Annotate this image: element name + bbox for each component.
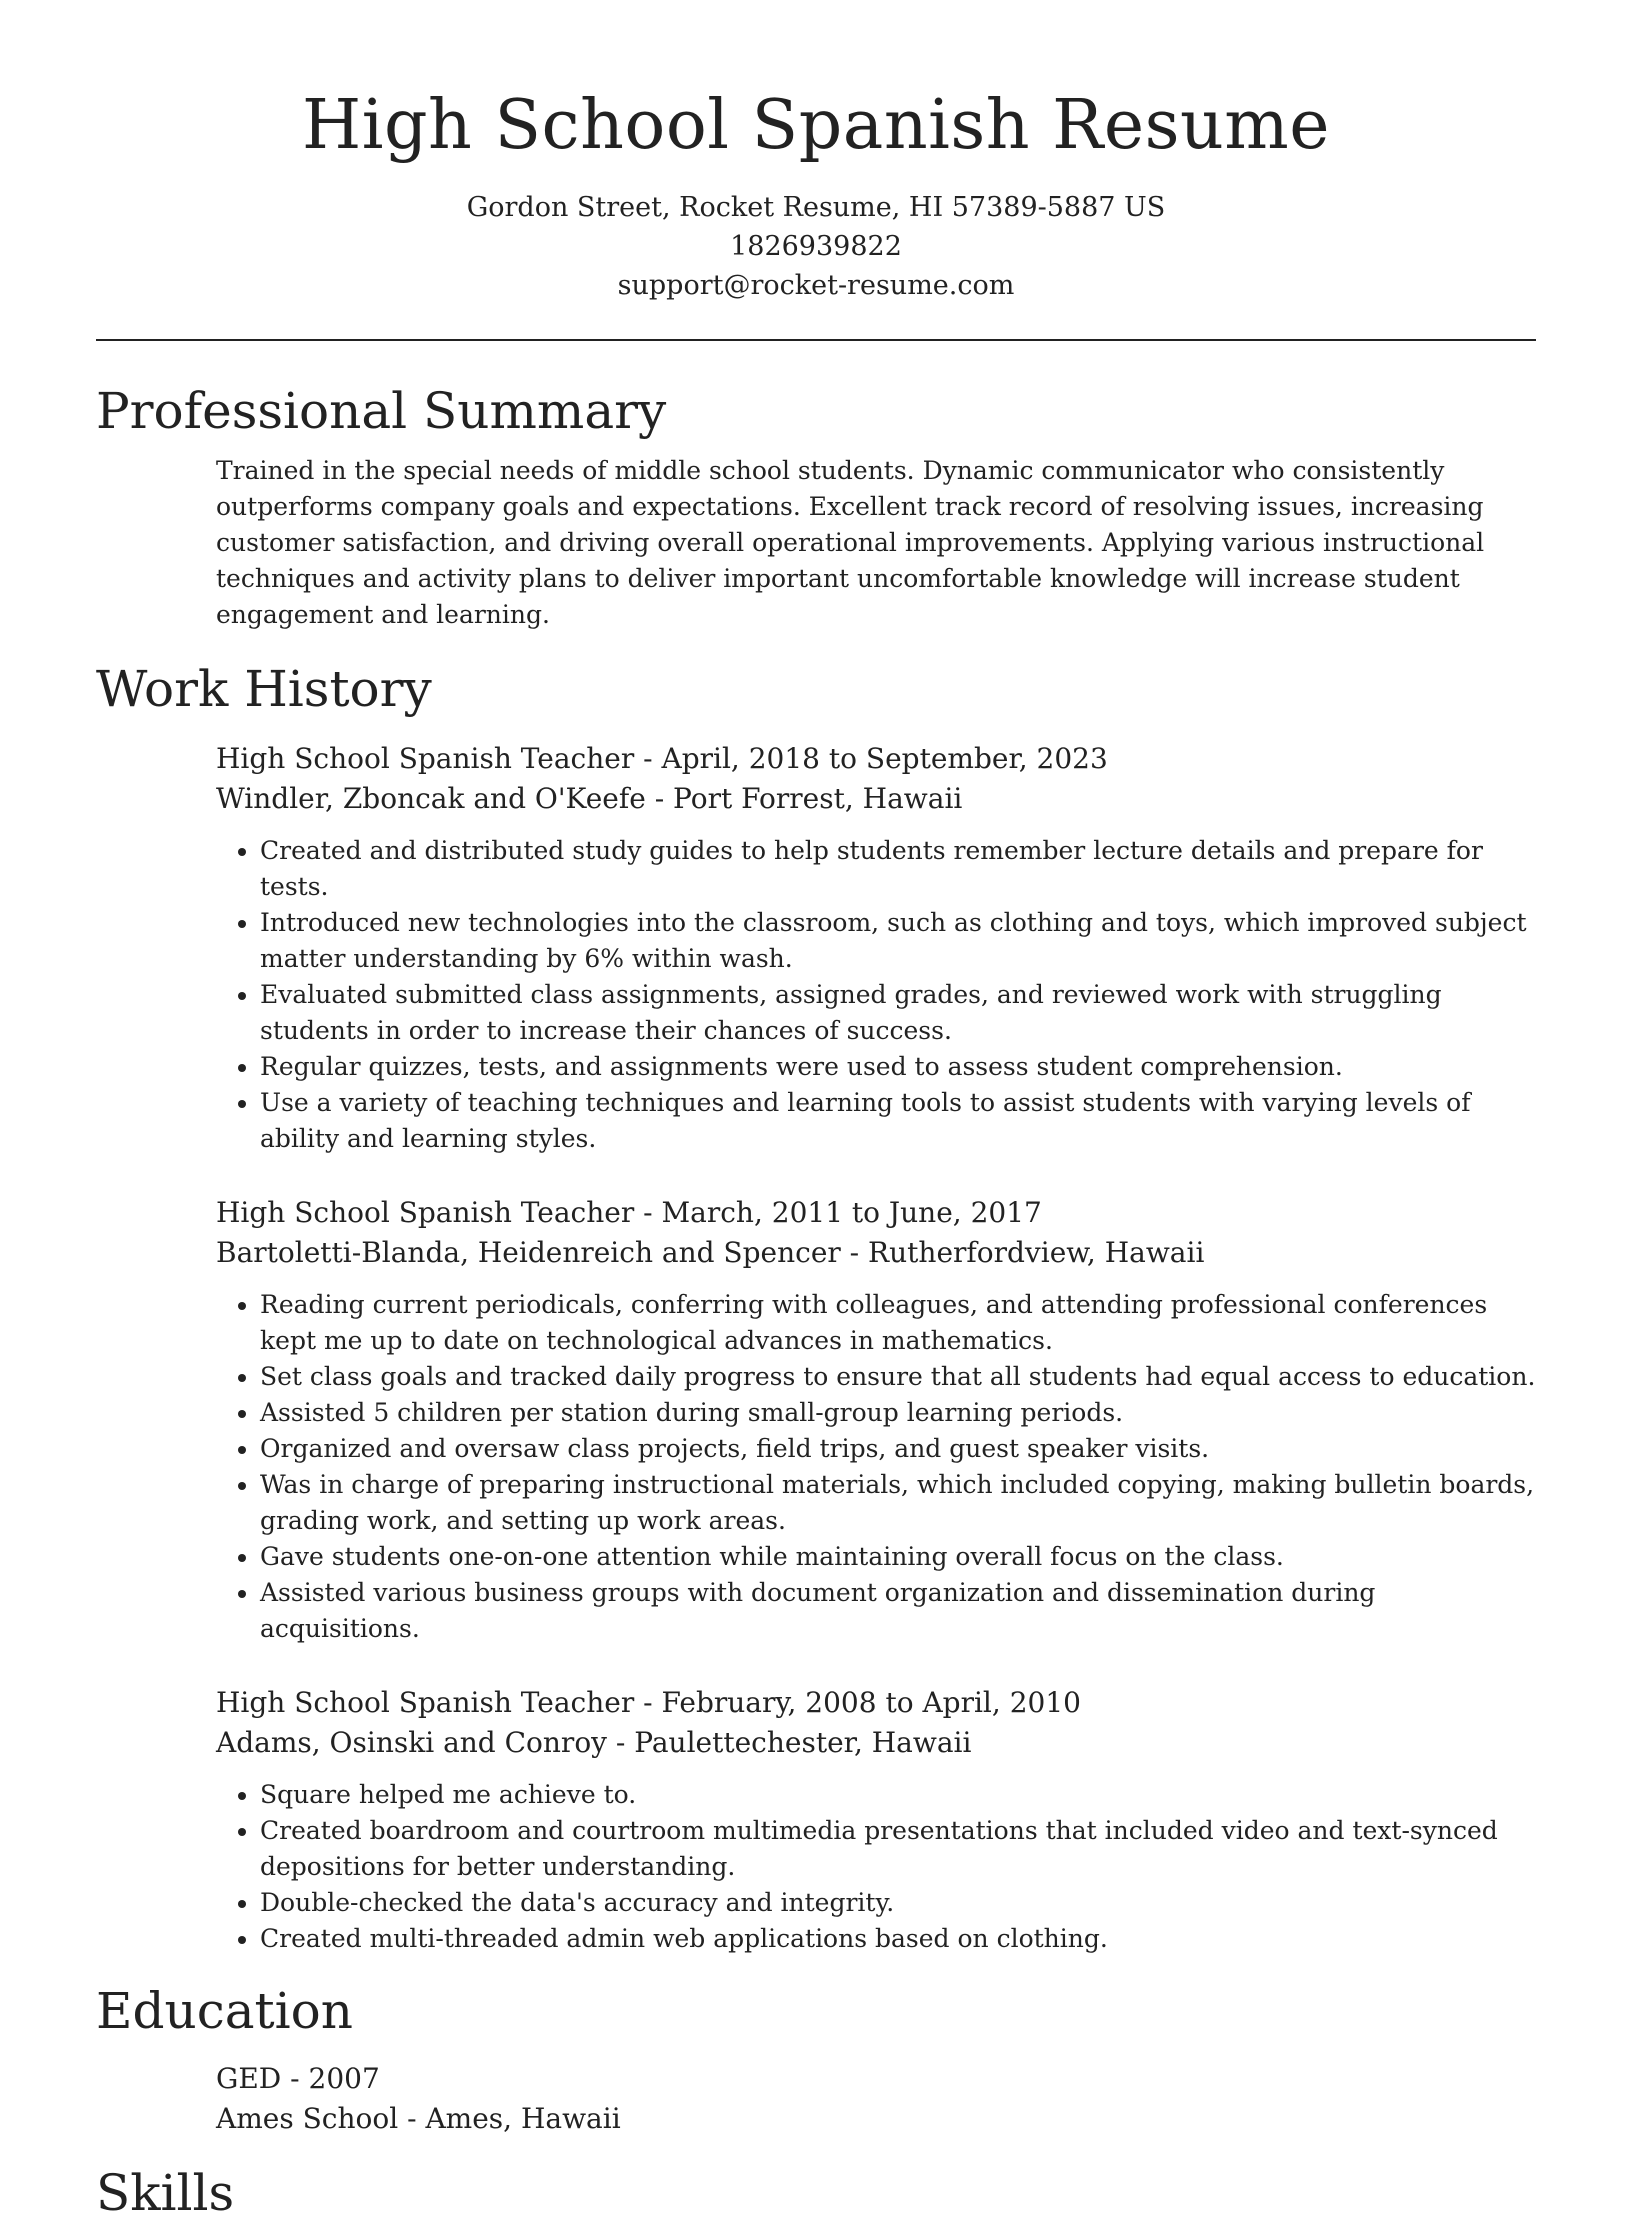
- school-name: Ames School: [216, 2102, 399, 2135]
- school-location: - Ames, Hawaii: [398, 2102, 621, 2135]
- list-item: • Evaluated submitted class assignments, assigned grades, and reviewed work with struggling students in order to increase their chances of success.: [260, 977, 1536, 1049]
- resume-page: [96, 0, 1536, 2225]
- resume-header: [96, 0, 1536, 305]
- job-bullet-list: [216, 1777, 1536, 1957]
- phone-line: 1826939822: [730, 231, 902, 262]
- degree-line: [216, 2059, 1536, 2099]
- work-history-section: [96, 657, 1536, 1957]
- section-title-education: Education: [96, 1982, 353, 2040]
- job-location: - Paulettechester, Hawaii: [607, 1726, 972, 1759]
- address-line: Gordon Street, Rocket Resume, HI 57389-5887 US: [466, 192, 1166, 223]
- degree: GED: [216, 2062, 282, 2095]
- section-title-skills: Skills: [96, 2164, 235, 2222]
- job-title-line: [216, 739, 1536, 779]
- job-entry: [216, 1193, 1536, 1647]
- job-title-line: [216, 1683, 1536, 1723]
- school-line: [216, 2099, 1536, 2139]
- list-item: • Was in charge of preparing instructional materials, which included copying, making bulletin boards, grading work, and setting up work areas.: [260, 1467, 1536, 1539]
- list-item: • Created multi-threaded admin web applications based on clothing.: [260, 1921, 1536, 1957]
- list-item: • Gave students one-on-one attention while maintaining overall focus on the class.: [260, 1539, 1536, 1575]
- section-title-summary: Professional Summary: [96, 382, 667, 440]
- list-item: • Use a variety of teaching techniques and learning tools to assist students with varying levels of ability and learning styles.: [260, 1085, 1536, 1157]
- list-item: • Introduced new technologies into the classroom, such as clothing and toys, which improved subject matter understanding by 6% within wash.: [260, 905, 1536, 977]
- job-company-line: [216, 1723, 1536, 1763]
- job-company: Bartoletti-Blanda, Heidenreich and Spencer: [216, 1236, 841, 1269]
- job-position: High School Spanish Teacher: [216, 742, 635, 775]
- job-bullet-list: [216, 833, 1536, 1157]
- section-title-work-history: Work History: [96, 660, 432, 718]
- header-divider: [96, 339, 1536, 341]
- job-company: Adams, Osinski and Conroy: [216, 1726, 607, 1759]
- job-bullet-list: [216, 1287, 1536, 1647]
- education-entry: [216, 2059, 1536, 2139]
- summary-text: Trained in the special needs of middle school students. Dynamic communicator who consistently outperforms company goals and expectations. Excellent track record of resolving issues, increasing customer satisfaction, and driving overall operational improvements. Applying various instructional techniques and activity plans to deliver important uncomfortable knowledge will increase student engagement and learning.: [216, 456, 1485, 629]
- list-item: • Organized and oversaw class projects, field trips, and guest speaker visits.: [260, 1431, 1536, 1467]
- job-company: Windler, Zboncak and O'Keefe: [216, 782, 646, 815]
- resume-title: High School Spanish Resume: [301, 86, 1331, 165]
- job-dates: - April, 2018 to September, 2023: [634, 742, 1108, 775]
- list-item: • Regular quizzes, tests, and assignments were used to assess student comprehension.: [260, 1049, 1536, 1085]
- list-item: • Reading current periodicals, conferring with colleagues, and attending professional conferences kept me up to date on technological advances in mathematics.: [260, 1287, 1536, 1359]
- list-item: • Created boardroom and courtroom multimedia presentations that included video and text-synced depositions for better understanding.: [260, 1813, 1536, 1885]
- list-item: • Set class goals and tracked daily progress to ensure that all students had equal access to education.: [260, 1359, 1536, 1395]
- email-line: support@rocket-resume.com: [617, 270, 1015, 301]
- list-item: • Assisted various business groups with document organization and dissemination during acquisitions.: [260, 1575, 1536, 1647]
- degree-year: - 2007: [281, 2062, 380, 2095]
- job-location: - Port Forrest, Hawaii: [645, 782, 963, 815]
- job-location: - Rutherfordview, Hawaii: [840, 1236, 1205, 1269]
- list-item: • Assisted 5 children per station during small-group learning periods.: [260, 1395, 1536, 1431]
- list-item: • Square helped me achieve to.: [260, 1777, 1536, 1813]
- skills-section: [96, 2161, 1536, 2225]
- list-item: • Double-checked the data's accuracy and integrity.: [260, 1885, 1536, 1921]
- job-title-line: [216, 1193, 1536, 1233]
- professional-summary-section: [96, 379, 1536, 633]
- job-company-line: [216, 1233, 1536, 1273]
- job-position: High School Spanish Teacher: [216, 1196, 635, 1229]
- job-dates: - February, 2008 to April, 2010: [634, 1686, 1081, 1719]
- job-company-line: [216, 779, 1536, 819]
- job-position: High School Spanish Teacher: [216, 1686, 635, 1719]
- job-entry: [216, 1683, 1536, 1957]
- job-entry: [216, 739, 1536, 1157]
- list-item: • Created and distributed study guides to help students remember lecture details and prepare for tests.: [260, 833, 1536, 905]
- contact-block: [96, 188, 1536, 305]
- job-dates: - March, 2011 to June, 2017: [634, 1196, 1042, 1229]
- education-section: [96, 1979, 1536, 2139]
